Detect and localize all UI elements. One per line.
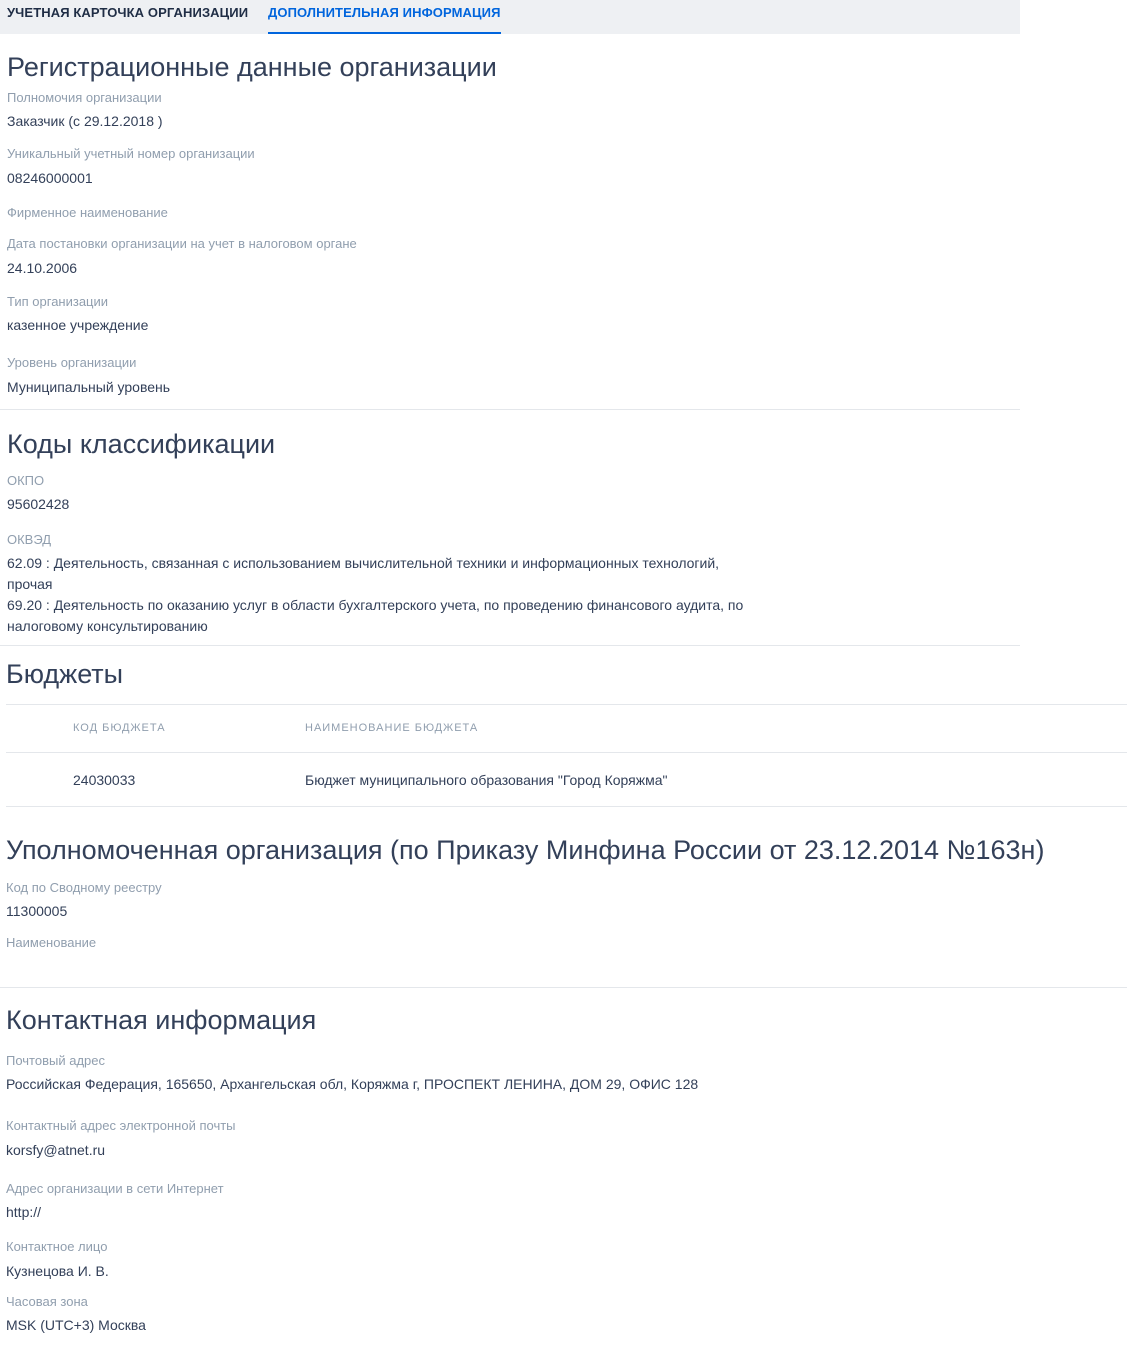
field-label-website: Адрес организации в сети Интернет [6, 1181, 224, 1196]
field-label-tax-date: Дата постановки организации на учет в налоговом органе [7, 236, 357, 251]
field-label-firm-name: Фирменное наименование [7, 205, 168, 220]
field-label-postal-address: Почтовый адрес [6, 1053, 105, 1068]
field-value-contact-person: Кузнецова И. В. [6, 1263, 109, 1279]
tab-additional-info[interactable]: ДОПОЛНИТЕЛЬНАЯ ИНФОРМАЦИЯ [268, 0, 501, 34]
budgets-title: Бюджеты [6, 659, 124, 689]
field-value-postal-address: Российская Федерация, 165650, Архангельская обл, Коряжма г, ПРОСПЕКТ ЛЕНИНА, ДОМ 29, ОФИС 128 [6, 1076, 699, 1092]
table-header-border [6, 752, 1127, 753]
field-value-website[interactable]: http:// [6, 1204, 42, 1220]
field-label-org-type: Тип организации [7, 294, 109, 309]
budget-code-cell: 24030033 [73, 772, 136, 788]
field-label-email: Контактный адрес электронной почты [6, 1118, 236, 1133]
okpo-label: ОКПО [7, 473, 45, 488]
field-value-unique-number: 08246000001 [7, 170, 93, 186]
contacts-title: Контактная информация [6, 1005, 317, 1035]
field-label-unique-number: Уникальный учетный номер организации [7, 146, 255, 161]
field-value-email[interactable]: korsfy@atnet.ru [6, 1142, 106, 1158]
table-top-border [6, 704, 1127, 705]
field-label-contact-person: Контактное лицо [6, 1239, 108, 1254]
field-value-authority: Заказчик (с 29.12.2018 ) [7, 113, 163, 129]
registration-title: Регистрационные данные организации [7, 52, 497, 82]
column-header-budget-name: НАИМЕНОВАНИЕ БЮДЖЕТА [305, 722, 479, 734]
section-divider [0, 987, 1127, 988]
budget-name-cell: Бюджет муниципального образования "Город Коряжма" [305, 772, 668, 788]
field-label-name: Наименование [6, 935, 97, 950]
tab-bar [0, 0, 1020, 34]
okved-item: 62.09 : Деятельность, связанная с использованием вычислительной техники и информационных технологий, прочая [7, 555, 720, 592]
field-value-tax-date: 24.10.2006 [7, 260, 78, 276]
field-label-registry-code: Код по Сводному реестру [6, 880, 162, 895]
field-label-authority: Полномочия организации [7, 90, 162, 105]
okved-label: ОКВЭД [7, 532, 52, 547]
section-divider [0, 645, 1020, 646]
field-value-registry-code: 11300005 [6, 903, 68, 919]
okpo-value: 95602428 [7, 496, 70, 512]
field-value-org-level: Муниципальный уровень [7, 379, 171, 395]
field-label-org-level: Уровень организации [7, 355, 137, 370]
authorized-org-title: Уполномоченная организация (по Приказу Минфина России от 23.12.2014 №163н) [6, 835, 1045, 865]
field-value-timezone: MSK (UTC+3) Москва [6, 1317, 146, 1333]
okved-item: 69.20 : Деятельность по оказанию услуг в области бухгалтерского учета, по проведению финансового аудита, по налоговому консультированию [7, 597, 744, 634]
column-header-budget-code: КОД БЮДЖЕТА [73, 722, 166, 734]
field-label-timezone: Часовая зона [6, 1294, 88, 1309]
tab-account-card[interactable]: УЧЕТНАЯ КАРТОЧКА ОРГАНИЗАЦИИ [7, 5, 249, 20]
section-divider [0, 409, 1020, 410]
classification-title: Коды классификации [7, 429, 276, 459]
field-value-org-type: казенное учреждение [7, 317, 149, 333]
table-row-border [6, 806, 1127, 807]
